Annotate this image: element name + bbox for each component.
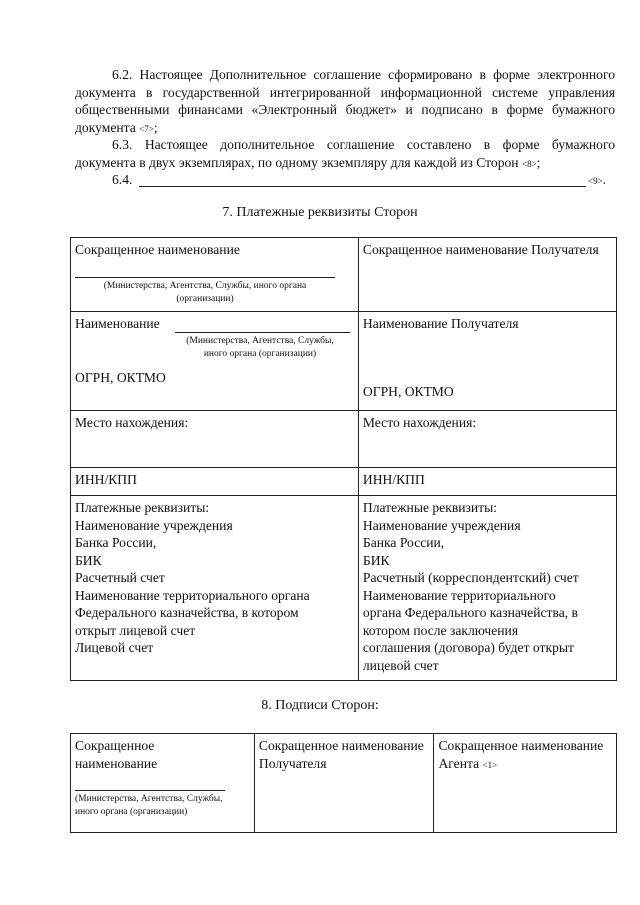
right-inn-cell (358, 468, 616, 496)
table-row (71, 411, 617, 468)
paragraph-6-4-period: . (602, 172, 607, 187)
signature-col1-hint: (Министерства, Агентства, Службы, иного органа (организации) (75, 794, 223, 817)
left-payment-line: Наименование территориального органа (75, 587, 310, 603)
section-7-heading: 7. Платежные реквизиты Сторон (222, 205, 418, 220)
signatures-table (70, 733, 617, 833)
paragraph-6-2-end: ; (153, 119, 158, 135)
left-location-label: Место нахождения: (75, 415, 189, 430)
left-payment-cell (71, 496, 359, 681)
left-name-cell (71, 312, 359, 411)
left-short-name-label: Сокращенное наименование (75, 242, 240, 257)
right-payment-line: БИК (362, 552, 390, 568)
left-payment-line: Наименование учреждения (75, 517, 233, 533)
paragraph-6-2 (75, 66, 615, 138)
right-short-name-cell (358, 238, 616, 312)
table-row (71, 468, 617, 496)
left-payment-line: открыт лицевой счет (75, 622, 196, 638)
right-payment-line: Наименование территориального (362, 587, 556, 603)
left-payment-line: БИК (75, 552, 102, 568)
footnote-ref-9: <9> (588, 176, 603, 186)
paragraph-6-4 (112, 172, 617, 190)
signature-col3-text (438, 737, 612, 774)
right-payment-line: лицевой счет (362, 657, 439, 673)
payment-details-table (70, 237, 617, 681)
right-short-name-label: Сокращенное наименование Получателя (362, 242, 599, 257)
left-payment-line: Расчетный счет (75, 570, 165, 585)
signature-col1-cell (71, 734, 255, 833)
left-ogrn-label: ОГРН, ОКТМО (75, 370, 166, 385)
right-inn-label: ИНН/КПП (362, 472, 425, 487)
table-row (71, 496, 617, 681)
left-inn-label: ИНН/КПП (75, 472, 137, 487)
signature-col2-label: Сокращенное наименование Получателя (258, 738, 424, 771)
left-payment-line: Федерального казначейства, в котором (75, 605, 299, 620)
table-row (71, 734, 617, 833)
signature-col3-label: Сокращенное наименование Агента (438, 738, 604, 771)
right-ogrn-label: ОГРН, ОКТМО (362, 383, 454, 399)
right-name-label: Наименование Получателя (362, 316, 519, 331)
signature-col3-cell (434, 734, 617, 833)
right-payment-line: органа Федерального казначейства, в (362, 605, 578, 620)
section-8-heading: 8. Подписи Сторон: (261, 698, 379, 713)
signature-col2-cell (254, 734, 434, 833)
left-name-blank-line (175, 315, 350, 333)
left-name-hint: (Министерства, Агентства, Службы, иного органа (организации) (186, 336, 334, 359)
table-row (71, 238, 617, 312)
left-inn-cell (71, 468, 359, 496)
paragraph-6-4-label: 6.4. (112, 172, 133, 187)
right-payment-line: котором после заключения (362, 622, 519, 638)
right-payment-line: Наименование учреждения (362, 517, 521, 533)
footnote-ref-7: <7> (139, 123, 154, 134)
left-location-cell (71, 411, 359, 468)
footnote-ref-8: <8> (522, 158, 537, 169)
paragraph-6-3-text: 6.3. Настоящее дополнительное соглашение составлено в форме бумажного документа в двух экземплярах, по одному экземпляру для каждой из Сторон (75, 137, 615, 170)
paragraph-6-4-blank-line (139, 186, 586, 187)
right-location-label: Место нахождения: (362, 415, 477, 430)
paragraph-6-2-text: 6.2. Настоящее Дополнительное соглашение сформировано в форме электронного документа в государственной интегрированной информационной системе управления общественными финансами «Электронный бюджет» и подписано в форме бумажного документа (75, 67, 615, 135)
paragraph-6-3-end: ; (536, 154, 541, 170)
right-location-cell (358, 411, 616, 468)
right-payment-line: Расчетный (корреспондентский) счет (362, 570, 579, 585)
footnote-ref-1: <1> (482, 759, 498, 770)
right-payment-line: Платежные реквизиты: (362, 500, 498, 515)
signature-col1-label: Сокращенное наименование (75, 738, 158, 771)
table-row (71, 312, 617, 411)
left-payment-line: Лицевой счет (75, 640, 154, 655)
right-payment-line: соглашения (договора) будет открыт (362, 640, 574, 655)
right-payment-line: Банка России, (362, 535, 445, 550)
left-name-row (75, 315, 354, 335)
left-payment-line: Платежные реквизиты: (75, 500, 210, 515)
left-name-label: Наименование (75, 316, 160, 331)
right-payment-cell (358, 496, 616, 681)
paragraph-6-3 (75, 136, 615, 173)
right-name-cell (358, 312, 616, 411)
left-short-name-hint: (Министерства, Агентства, Службы, иного органа (организации) (103, 280, 307, 304)
left-short-name-cell (71, 238, 359, 312)
signature-col1-blank-line (75, 772, 225, 791)
paragraph-6-4-end (588, 172, 606, 188)
left-short-name-blank-line (75, 259, 335, 278)
left-payment-line: Банка России, (75, 535, 157, 550)
